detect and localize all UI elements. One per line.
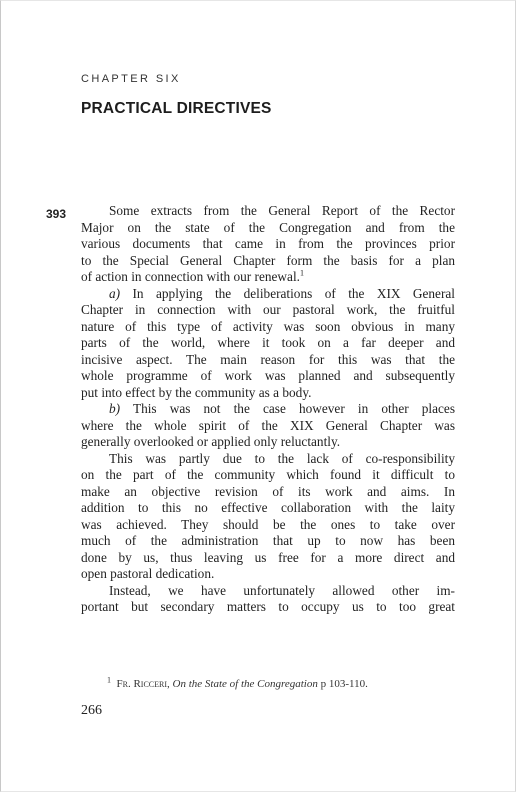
body-line: incisive aspect. The main reason for this was that the — [81, 351, 455, 367]
paragraph-number: 393 — [46, 207, 67, 221]
footnote-author: Fr. Ricceri, — [116, 678, 170, 690]
body-line: make an objective revision of its work and aims. In — [81, 483, 455, 499]
footnote-marker: 1 — [107, 675, 111, 685]
body-line: much of the administration that up to now has been — [81, 533, 455, 548]
body-line: Instead, we have unfortunately allowed other im- — [109, 582, 455, 598]
body-line: to the Special General Chapter form the basis for a plan — [81, 252, 455, 268]
body-line: This was partly due to the lack of co-responsibility — [109, 450, 455, 466]
body-line: was achieved. They should be the ones to take over — [81, 516, 455, 532]
body-line: put into effect by the community as a body. — [81, 384, 312, 400]
body-line: open pastoral dedication. — [81, 566, 215, 581]
chapter-title: PRACTICAL DIRECTIVES — [81, 100, 272, 117]
footnote — [107, 675, 368, 690]
body-line: nature of this type of activity was soon obvious in many — [81, 318, 455, 334]
body-line: portant but secondary matters to occupy us to too great — [81, 599, 455, 614]
body-text — [81, 203, 455, 616]
body-line: Some extracts from the General Report of the Rector — [109, 203, 455, 218]
body-line: Chapter in connection with our pastoral work, the fruitful — [81, 302, 455, 317]
footnote-ref: 1 — [299, 268, 304, 278]
body-line: various documents that came in from the provinces prior — [81, 236, 455, 251]
body-line: Major on the state of the Congregation and from the — [81, 219, 455, 235]
body-line: generally overlooked or applied only reluctantly. — [81, 434, 341, 449]
body-line: whole programme of work was planned and subsequently — [81, 368, 455, 383]
body-line: where the whole spirit of the XIX General Chapter was — [81, 417, 455, 433]
body-line: of action in connection with our renewal.$^1$ — [81, 268, 304, 284]
body-line: parts of the world, where it took on a far deeper and — [81, 335, 455, 350]
page-number: 266 — [81, 703, 102, 718]
body-line: on the part of the community which found it difficult to — [81, 467, 455, 482]
body-line: done by us, thus leaving us free for a more direct and — [81, 549, 455, 565]
body-line: b) This was not the case however in other places — [109, 401, 455, 416]
footnote-pages: p 103-110. — [320, 678, 368, 690]
body-line: addition to this no effective collaboration with the laity — [81, 500, 455, 515]
footnote-title: On the State of the Congregation — [172, 678, 318, 690]
body-line: a) In applying the deliberations of the XIX General — [109, 285, 455, 301]
chapter-label: CHAPTER SIX — [81, 73, 181, 85]
